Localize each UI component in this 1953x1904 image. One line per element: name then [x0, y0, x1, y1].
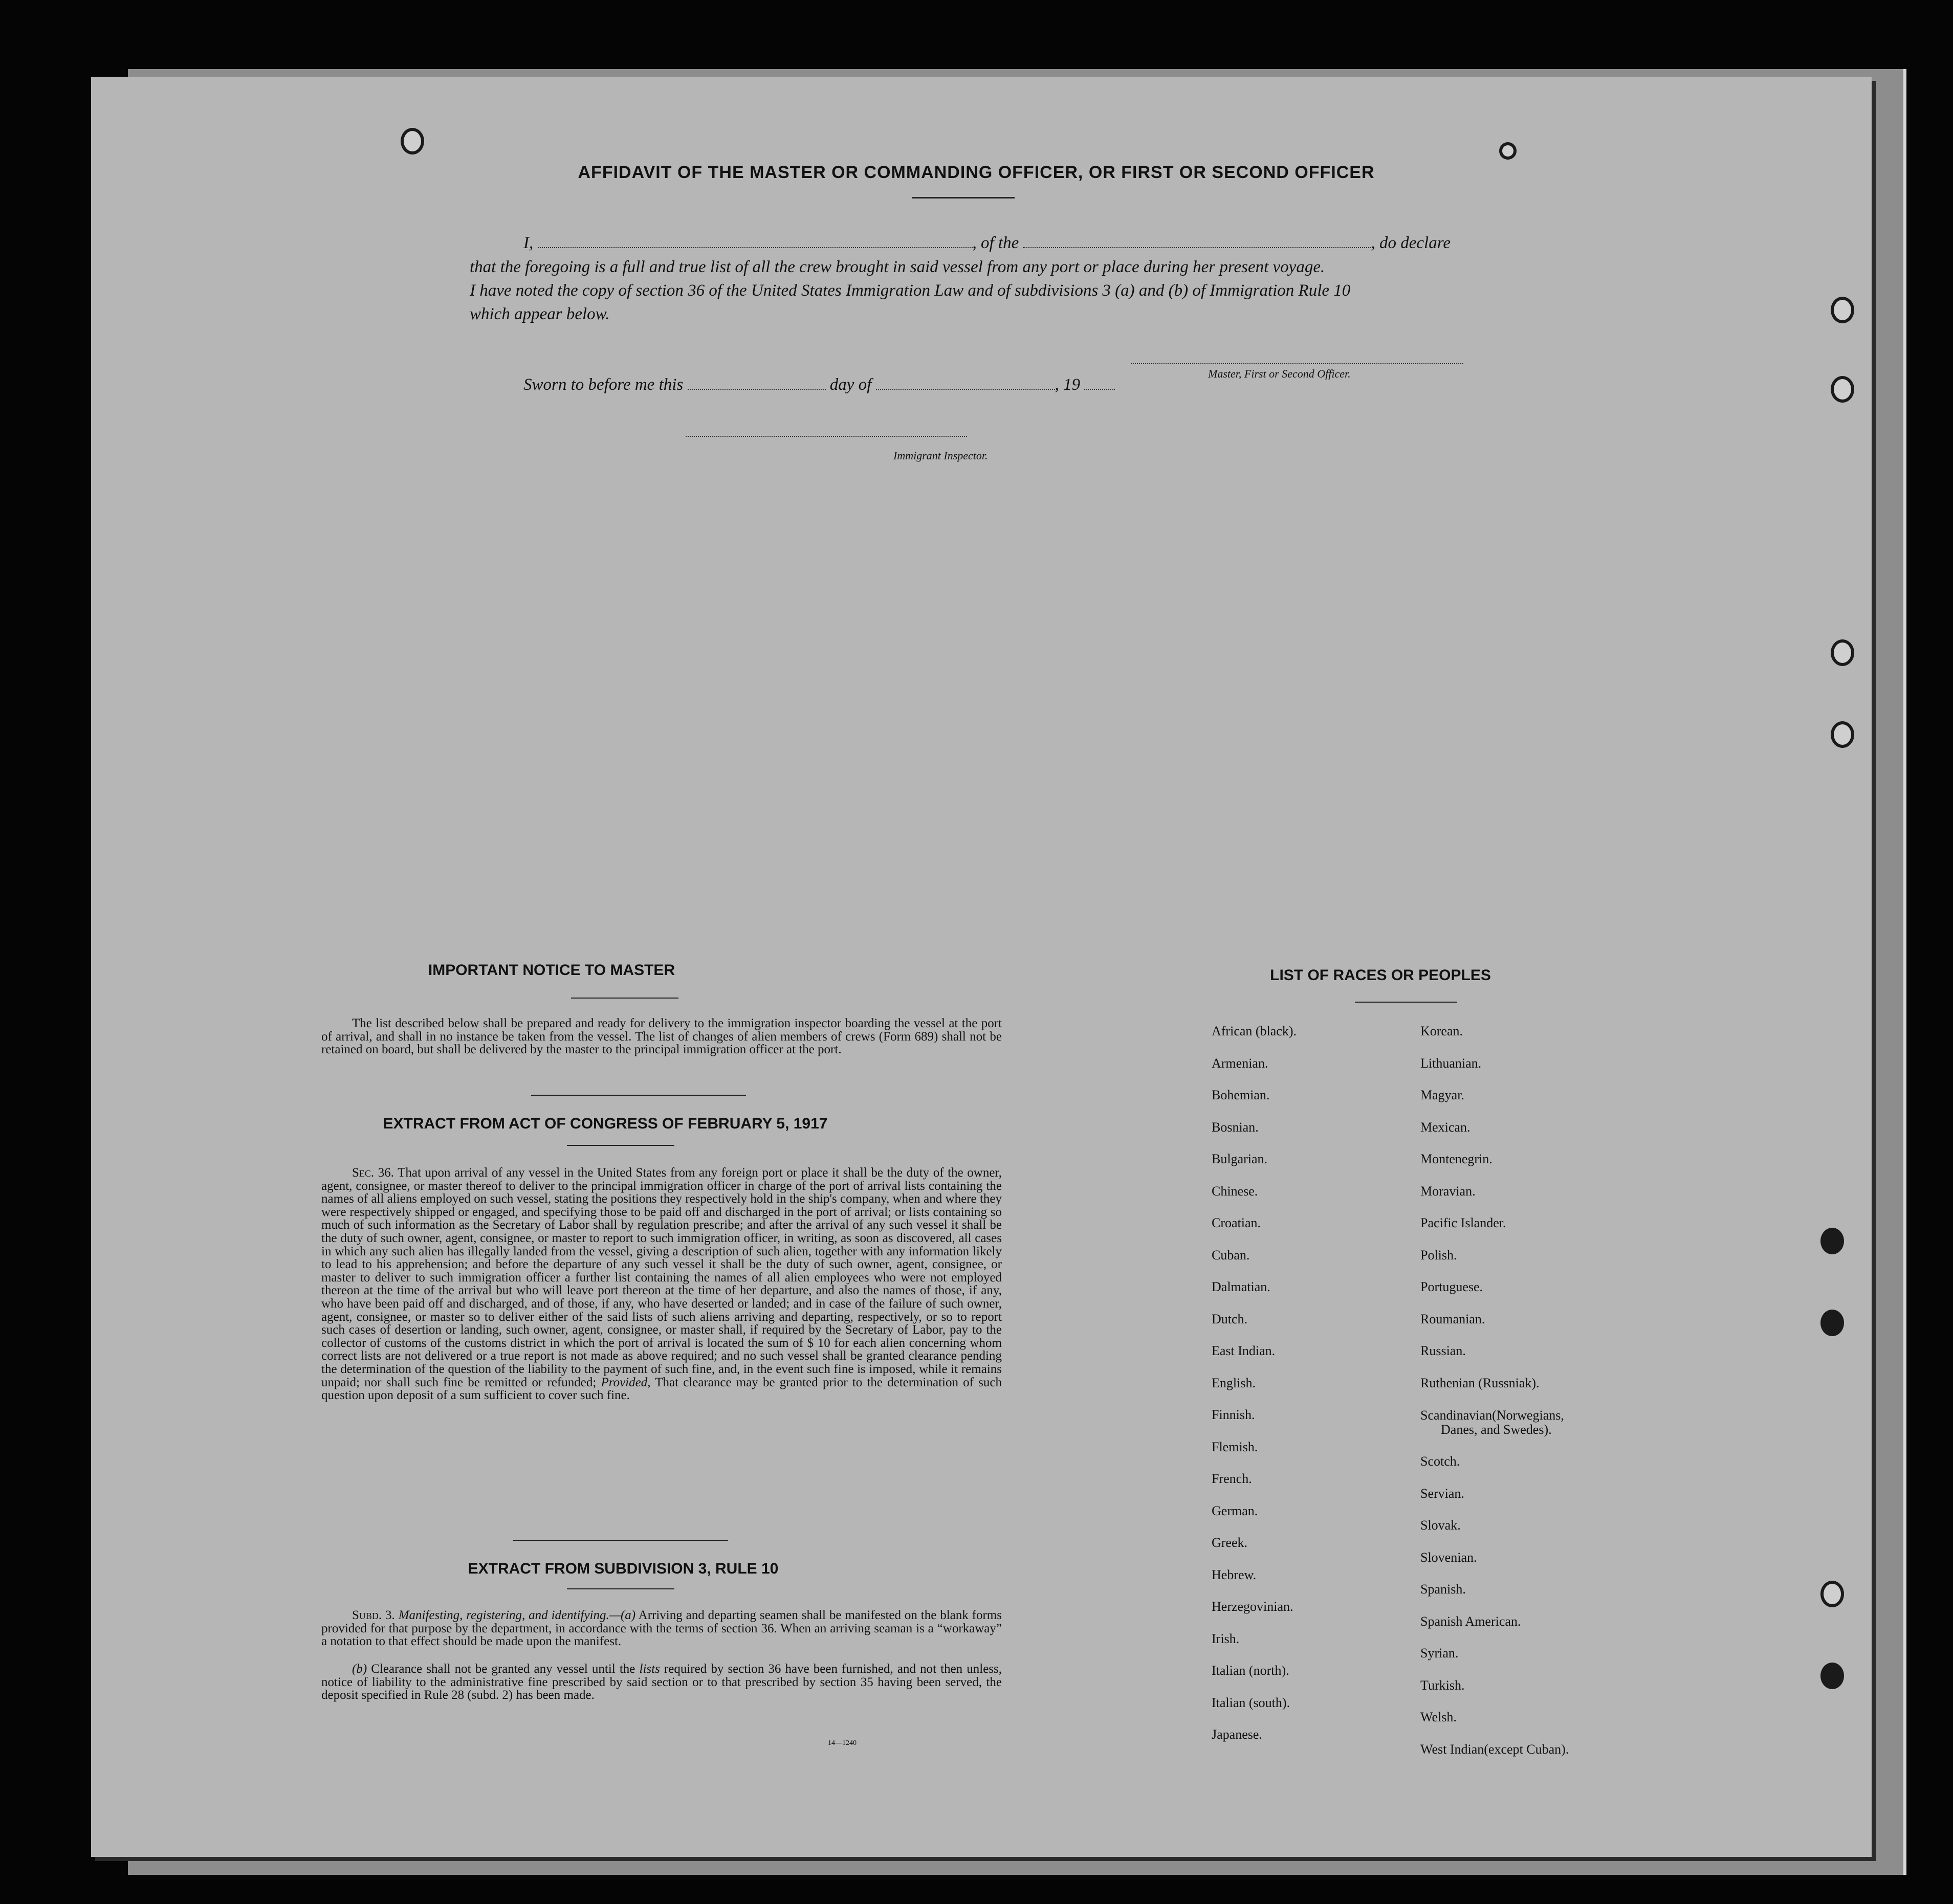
act-text	[321, 1166, 1002, 1402]
act-body: That upon arrival of any vessel in the United States from any foreign port or place it shall be the duty of the owner, agent, consignee, or master thereof to deliver to the principal immigration officer in charge of the port of arrival lists containing the names of all aliens employed on such vessel, stating the positions they respectively hold in the ship's company, when and where they were respectively shipped or engaged, and specifying those to be paid off and discharged in the port of arrival; or lists containing so much of such information as the Secretary of Labor shall by regulation prescribe; and after the arrival of any such vessel it shall be the duty of such owner, agent, consignee, or master to report to such immigration officer, in writing, as soon as discovered, all cases in which any such alien has illegally landed from the vessel, giving a description of such alien, together with any information likely to lead to his apprehension; and before the departure of any such vessel it shall be the duty of such owner, agent, consignee, or master to deliver to such immigration officer a further list containing the names of all alien employees who were not employed thereon at the time of the arrival but who will leave port thereon at the time of her departure, and also the names of those, if any, who have been paid off and discharged, and of those, if any, who have deserted or landed; and in case of the failure of such owner, agent, consignee, or master so to deliver either of the said lists of such aliens arriving and departing, respectively, or so to report such cases of desertion or landing, such owner, agent, consignee, or master shall, if required by the Secretary of Labor, pay to the collector of customs of the customs district in which the port of arrival is located the sum of $ 10 for each alien concerning whom correct lists are not delivered or a true report is not made as above required; and no such vessel shall be granted clearance pending the determination of the question of the liability to the payment of such fine, and, in the event such fine is imposed, while it remains unpaid; nor shall such fine be remitted or refunded;	[321, 1166, 1002, 1389]
sworn-month-field[interactable]	[876, 378, 1055, 390]
form-number: 14—1240	[828, 1739, 857, 1747]
race-item: Syrian.	[1420, 1646, 1459, 1661]
race-item: Italian (south).	[1212, 1695, 1290, 1710]
race-item: Magyar.	[1420, 1088, 1464, 1102]
race-item: English.	[1212, 1375, 1256, 1390]
act-divider	[513, 1540, 728, 1541]
affidavit-declare-label: , do declare	[1371, 234, 1451, 252]
sworn-label: Sworn to before me this	[523, 375, 684, 394]
race-item: Croatian.	[1212, 1215, 1261, 1230]
affidavit-line-2: that the foregoing is a full and true list of all the crew brought in said vessel from any port or place during her present voyage.	[470, 258, 1325, 276]
notice-divider	[531, 1095, 746, 1096]
race-item: Danes, and Swedes).	[1441, 1422, 1552, 1437]
vessel-field[interactable]	[1023, 236, 1371, 248]
punch-hole	[1820, 1581, 1844, 1607]
rule-b-label: (b)	[352, 1662, 367, 1676]
race-item: Mexican.	[1420, 1119, 1471, 1135]
act-sec-label: Sec. 36.	[352, 1166, 394, 1180]
race-item: Spanish.	[1420, 1582, 1466, 1597]
race-item: Scandinavian(Norwegians,	[1420, 1408, 1564, 1423]
race-item: Flemish.	[1212, 1439, 1258, 1454]
races-right-column	[1420, 1015, 1569, 1765]
race-item: Roumanian.	[1420, 1311, 1485, 1326]
rule-para-a	[321, 1609, 1002, 1648]
affidavit-title-rule	[912, 197, 1015, 198]
year-prefix-label: , 19	[1055, 375, 1081, 394]
race-item: Ruthenian (Russniak).	[1420, 1375, 1540, 1390]
race-item: Slovak.	[1420, 1518, 1461, 1533]
race-item: Polish.	[1420, 1247, 1457, 1263]
race-item: Finnish.	[1212, 1407, 1255, 1422]
notice-text: The list described below shall be prepared and ready for delivery to the immigration inspector boarding the vessel at the port of arrival, and shall in no instance be taken from the vessel. The list of changes of alien members of crews (Form 689) shall not be retained on board, but shall be delivered by the master to the principal immigration officer at the port.	[321, 1016, 1002, 1057]
race-item: Greek.	[1212, 1535, 1248, 1550]
affidavit-line-1	[523, 233, 1562, 253]
act-body-end: That clearance may be granted prior to the determination of such question upon deposit of a sum sufficient to cover such fine.	[321, 1375, 1002, 1403]
race-item: Servian.	[1420, 1486, 1464, 1501]
bleed-through-text	[1560, 471, 1568, 486]
day-of-label: day of	[829, 375, 872, 394]
sworn-year-field[interactable]	[1084, 378, 1115, 390]
race-item: Turkish.	[1420, 1677, 1465, 1693]
affidavit-title: AFFIDAVIT OF THE MASTER OR COMMANDING OFFICER, OR FIRST OR SECOND OFFICER	[578, 163, 1375, 182]
manifest-page	[91, 77, 1872, 1857]
rule-para-b-text-1: Clearance shall not be granted any vessel until the	[371, 1662, 635, 1676]
race-item: Hebrew.	[1212, 1567, 1257, 1582]
race-item: Scotch.	[1420, 1454, 1460, 1469]
race-item: Pacific Islander.	[1420, 1215, 1506, 1230]
race-item: Montenegrin.	[1420, 1152, 1493, 1166]
race-item: Dalmatian.	[1212, 1279, 1270, 1294]
act-heading: EXTRACT FROM ACT OF CONGRESS OF FEBRUARY 5, 1917	[383, 1115, 828, 1132]
race-item: Italian (north).	[1212, 1663, 1289, 1678]
race-item: Spanish American.	[1420, 1613, 1521, 1629]
inspector-signature-field[interactable]	[686, 425, 967, 437]
rule-heading: EXTRACT FROM SUBDIVISION 3, RULE 10	[468, 1560, 779, 1577]
rule-heading-rule	[567, 1588, 674, 1589]
inspector-signature-label: Immigrant Inspector.	[893, 449, 988, 462]
rule-para-b	[321, 1663, 1002, 1702]
punch-hole	[1831, 721, 1854, 748]
notice-heading-rule	[571, 998, 678, 999]
race-item: Chinese.	[1212, 1183, 1258, 1199]
affidavit-line-4: which appear below.	[470, 305, 610, 323]
race-item: Herzegovinian.	[1212, 1599, 1293, 1614]
punch-hole	[1831, 376, 1854, 403]
punch-hole	[1820, 1310, 1844, 1336]
punch-hole	[1820, 1228, 1844, 1254]
sworn-line	[523, 374, 1240, 395]
races-left-column	[1212, 1015, 1297, 1751]
race-item: East Indian.	[1212, 1343, 1276, 1358]
act-heading-rule	[567, 1145, 674, 1146]
rule-subd-label: Subd. 3.	[352, 1608, 395, 1622]
race-item: Cuban.	[1212, 1247, 1250, 1263]
race-item: Bulgarian.	[1212, 1152, 1268, 1166]
punch-hole	[1820, 1663, 1844, 1689]
race-item: Bohemian.	[1212, 1088, 1270, 1102]
race-item: Lithuanian.	[1420, 1055, 1482, 1071]
race-item: West Indian(except Cuban).	[1420, 1741, 1569, 1757]
punch-hole	[1831, 297, 1854, 323]
race-item: German.	[1212, 1503, 1258, 1518]
rule-subd-title: Manifesting, registering, and identifying.—(a)	[398, 1608, 636, 1622]
affidavit-of-label: , of the	[972, 234, 1019, 252]
affidavit-i-label: I,	[523, 234, 534, 252]
sworn-day-field[interactable]	[688, 378, 826, 390]
race-item: French.	[1212, 1471, 1252, 1486]
name-field[interactable]	[538, 236, 973, 248]
master-signature-label: Master, First or Second Officer.	[1208, 367, 1351, 380]
race-item: Moravian.	[1420, 1183, 1476, 1199]
affidavit-line-3: I have noted the copy of section 36 of the United States Immigration Law and of subdivisions 3 (a) and (b) of Immigration Rule 10	[470, 281, 1351, 300]
race-item: Armenian.	[1212, 1055, 1268, 1071]
race-item: Russian.	[1420, 1343, 1466, 1358]
race-item: Japanese.	[1212, 1727, 1262, 1742]
act-provided: Provided,	[601, 1375, 651, 1389]
race-item: Slovenian.	[1420, 1549, 1477, 1565]
race-item: Dutch.	[1212, 1311, 1248, 1326]
race-item: Welsh.	[1420, 1710, 1457, 1724]
punch-hole	[1831, 639, 1854, 666]
race-item: Portuguese.	[1420, 1279, 1483, 1294]
rule-para-a-text: Arriving and departing seamen shall be manifested on the blank forms provided for that purpose by the department, in accordance with the terms of section 36. When an arriving seaman is a “workaway” a notation to that effect should be made upon the manifest.	[321, 1608, 1002, 1649]
race-item: Korean.	[1420, 1024, 1463, 1038]
notice-heading: IMPORTANT NOTICE TO MASTER	[428, 962, 675, 979]
race-item: Bosnian.	[1212, 1119, 1259, 1135]
race-item: African (black).	[1212, 1024, 1297, 1038]
rule-para-b-text-2: required by section 36 have been furnished, and not then unless, notice of liability to the administrative fine prescribed by said section or to that prescribed by section 35 having been served, the deposit specified in Rule 28 (subd. 2) has been made.	[321, 1662, 1002, 1702]
races-heading: LIST OF RACES OR PEOPLES	[1270, 967, 1491, 984]
master-signature-field[interactable]	[1131, 352, 1463, 364]
races-heading-rule	[1355, 1002, 1457, 1003]
race-item: Irish.	[1212, 1631, 1240, 1646]
punch-hole	[1499, 142, 1517, 160]
rule-para-b-lists: lists	[639, 1662, 660, 1676]
punch-hole	[401, 128, 424, 154]
